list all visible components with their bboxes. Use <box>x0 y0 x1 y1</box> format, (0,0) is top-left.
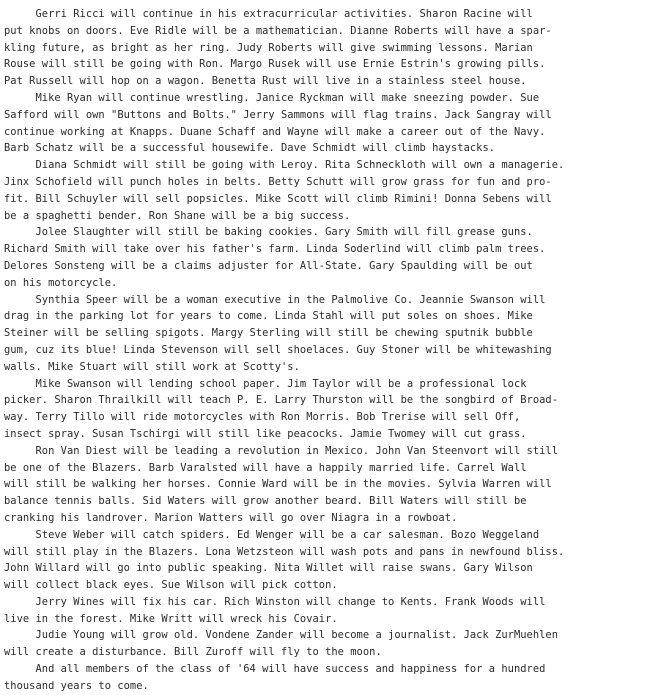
text-line: gum, cuz its blue! Linda Stevenson will sell shoelaces. Guy Stoner will be whitewashing <box>4 343 552 356</box>
text-line: Richard Smith will take over his father's farm. Linda Soderlind will climb palm trees. <box>4 243 546 256</box>
text-line: picker. Sharon Thrailkill will teach P. E. Larry Thurston will be the songbird of Broad- <box>4 394 559 407</box>
text-line: Gerri Ricci will continue in his extracurricular activities. Sharon Racine will <box>4 8 533 20</box>
text-line: be one of the Blazers. Barb Varalsted will have a happily married life. Carrel Wall <box>4 461 527 474</box>
text-line: John Willard will go into public speaking. Nita Willet will raise swans. Gary Wilson <box>4 562 533 575</box>
text-line: way. Terry Tillo will ride motorcycles with Ron Morris. Bob Trerise will sell Off, <box>4 411 521 424</box>
text-line: will collect black eyes. Sue Wilson will pick cotton. <box>4 579 338 592</box>
text-line: will still be walking her horses. Connie Ward will be in the movies. Sylvia Warren will <box>4 478 552 491</box>
text-line: Jerry Wines will fix his car. Rich Winston will change to Kents. Frank Woods will <box>4 595 546 608</box>
text-line: Synthia Speer will be a woman executive in the Palmolive Co. Jeannie Swanson will <box>4 293 546 306</box>
text-line: Delores Sonsteng will be a claims adjuster for All-State. Gary Spaulding will be out <box>4 259 533 272</box>
text-line: live in the forest. Mike Writt will wreck his Covair. <box>4 612 338 625</box>
text-line: on his motorcycle. <box>4 276 118 289</box>
text-line: thousand years to come. <box>4 679 149 692</box>
text-line: And all members of the class of '64 will have success and happiness for a hundred <box>4 663 546 676</box>
document-page <box>4 6 646 695</box>
text-line: balance tennis balls. Sid Waters will grow another beard. Bill Waters will still be <box>4 495 527 508</box>
text-line: be a spaghetti bender. Ron Shane will be a big success. <box>4 209 351 222</box>
text-line: Diana Schmidt will still be going with Leroy. Rita Schneckloth will own a managerie. <box>4 159 565 172</box>
text-line: Judie Young will grow old. Vondene Zander will become a journalist. Jack ZurMuehlen <box>4 629 559 642</box>
text-line: insect spray. Susan Tschirgi will still like peacocks. Jamie Twomey will cut grass. <box>4 427 527 440</box>
text-line: put knobs on doors. Eve Ridle will be a mathematician. Dianne Roberts will have a spar- <box>4 24 552 37</box>
text-line: Safford will own "Buttons and Bolts." Jerry Sammons will flag trains. Jack Sangray will <box>4 108 552 121</box>
text-line: Steve Weber will catch spiders. Ed Wenger will be a car salesman. Bozo Weggeland <box>4 528 540 541</box>
text-line: fit. Bill Schuyler will sell popsicles. Mike Scott will climb Rimini! Donna Sebens will <box>4 192 552 205</box>
text-line: Pat Russell will hop on a wagon. Benetta Rust will live in a stainless steel house. <box>4 75 527 88</box>
text-line: Steiner will be selling spigots. Margy Sterling will still be chewing sputnik bubble <box>4 327 533 340</box>
text-line: drag in the parking lot for years to come. Linda Stahl will put soles on shoes. Mike <box>4 310 533 323</box>
text-line: cranking his landrover. Marion Watters will go over Niagra in a rowboat. <box>4 511 458 524</box>
text-line: Mike Swanson will lending school paper. Jim Taylor will be a professional lock <box>4 377 527 390</box>
text-line: Barb Schatz will be a successful housewife. Dave Schmidt will climb haystacks. <box>4 142 496 155</box>
text-line: will still play in the Blazers. Lona Wetzsteon will wash pots and pans in newfound bliss. <box>4 545 565 558</box>
text-line: Jolee Slaughter will still be baking cookies. Gary Smith will fill grease guns. <box>4 226 533 239</box>
text-line: Jinx Schofield will punch holes in belts. Betty Schutt will grow grass for fun and pro- <box>4 175 552 188</box>
text-line: walls. Mike Stuart will still work at Scotty's. <box>4 360 300 373</box>
text-line: Rouse will still be going with Ron. Margo Rusek will use Ernie Estrin's growing pills. <box>4 58 546 71</box>
text-line: continue working at Knapps. Duane Schaff and Wayne will make a career out of the Navy. <box>4 125 546 138</box>
text-line: Ron Van Diest will be leading a revolution in Mexico. John Van Steenvort will still <box>4 444 559 457</box>
text-line: Mike Ryan will continue wrestling. Janice Ryckman will make sneezing powder. Sue <box>4 91 540 104</box>
text-line: will create a disturbance. Bill Zuroff will fly to the moon. <box>4 646 382 659</box>
text-line: kling future, as bright as her ring. Judy Roberts will give swimming lessons. Marian <box>4 41 533 54</box>
